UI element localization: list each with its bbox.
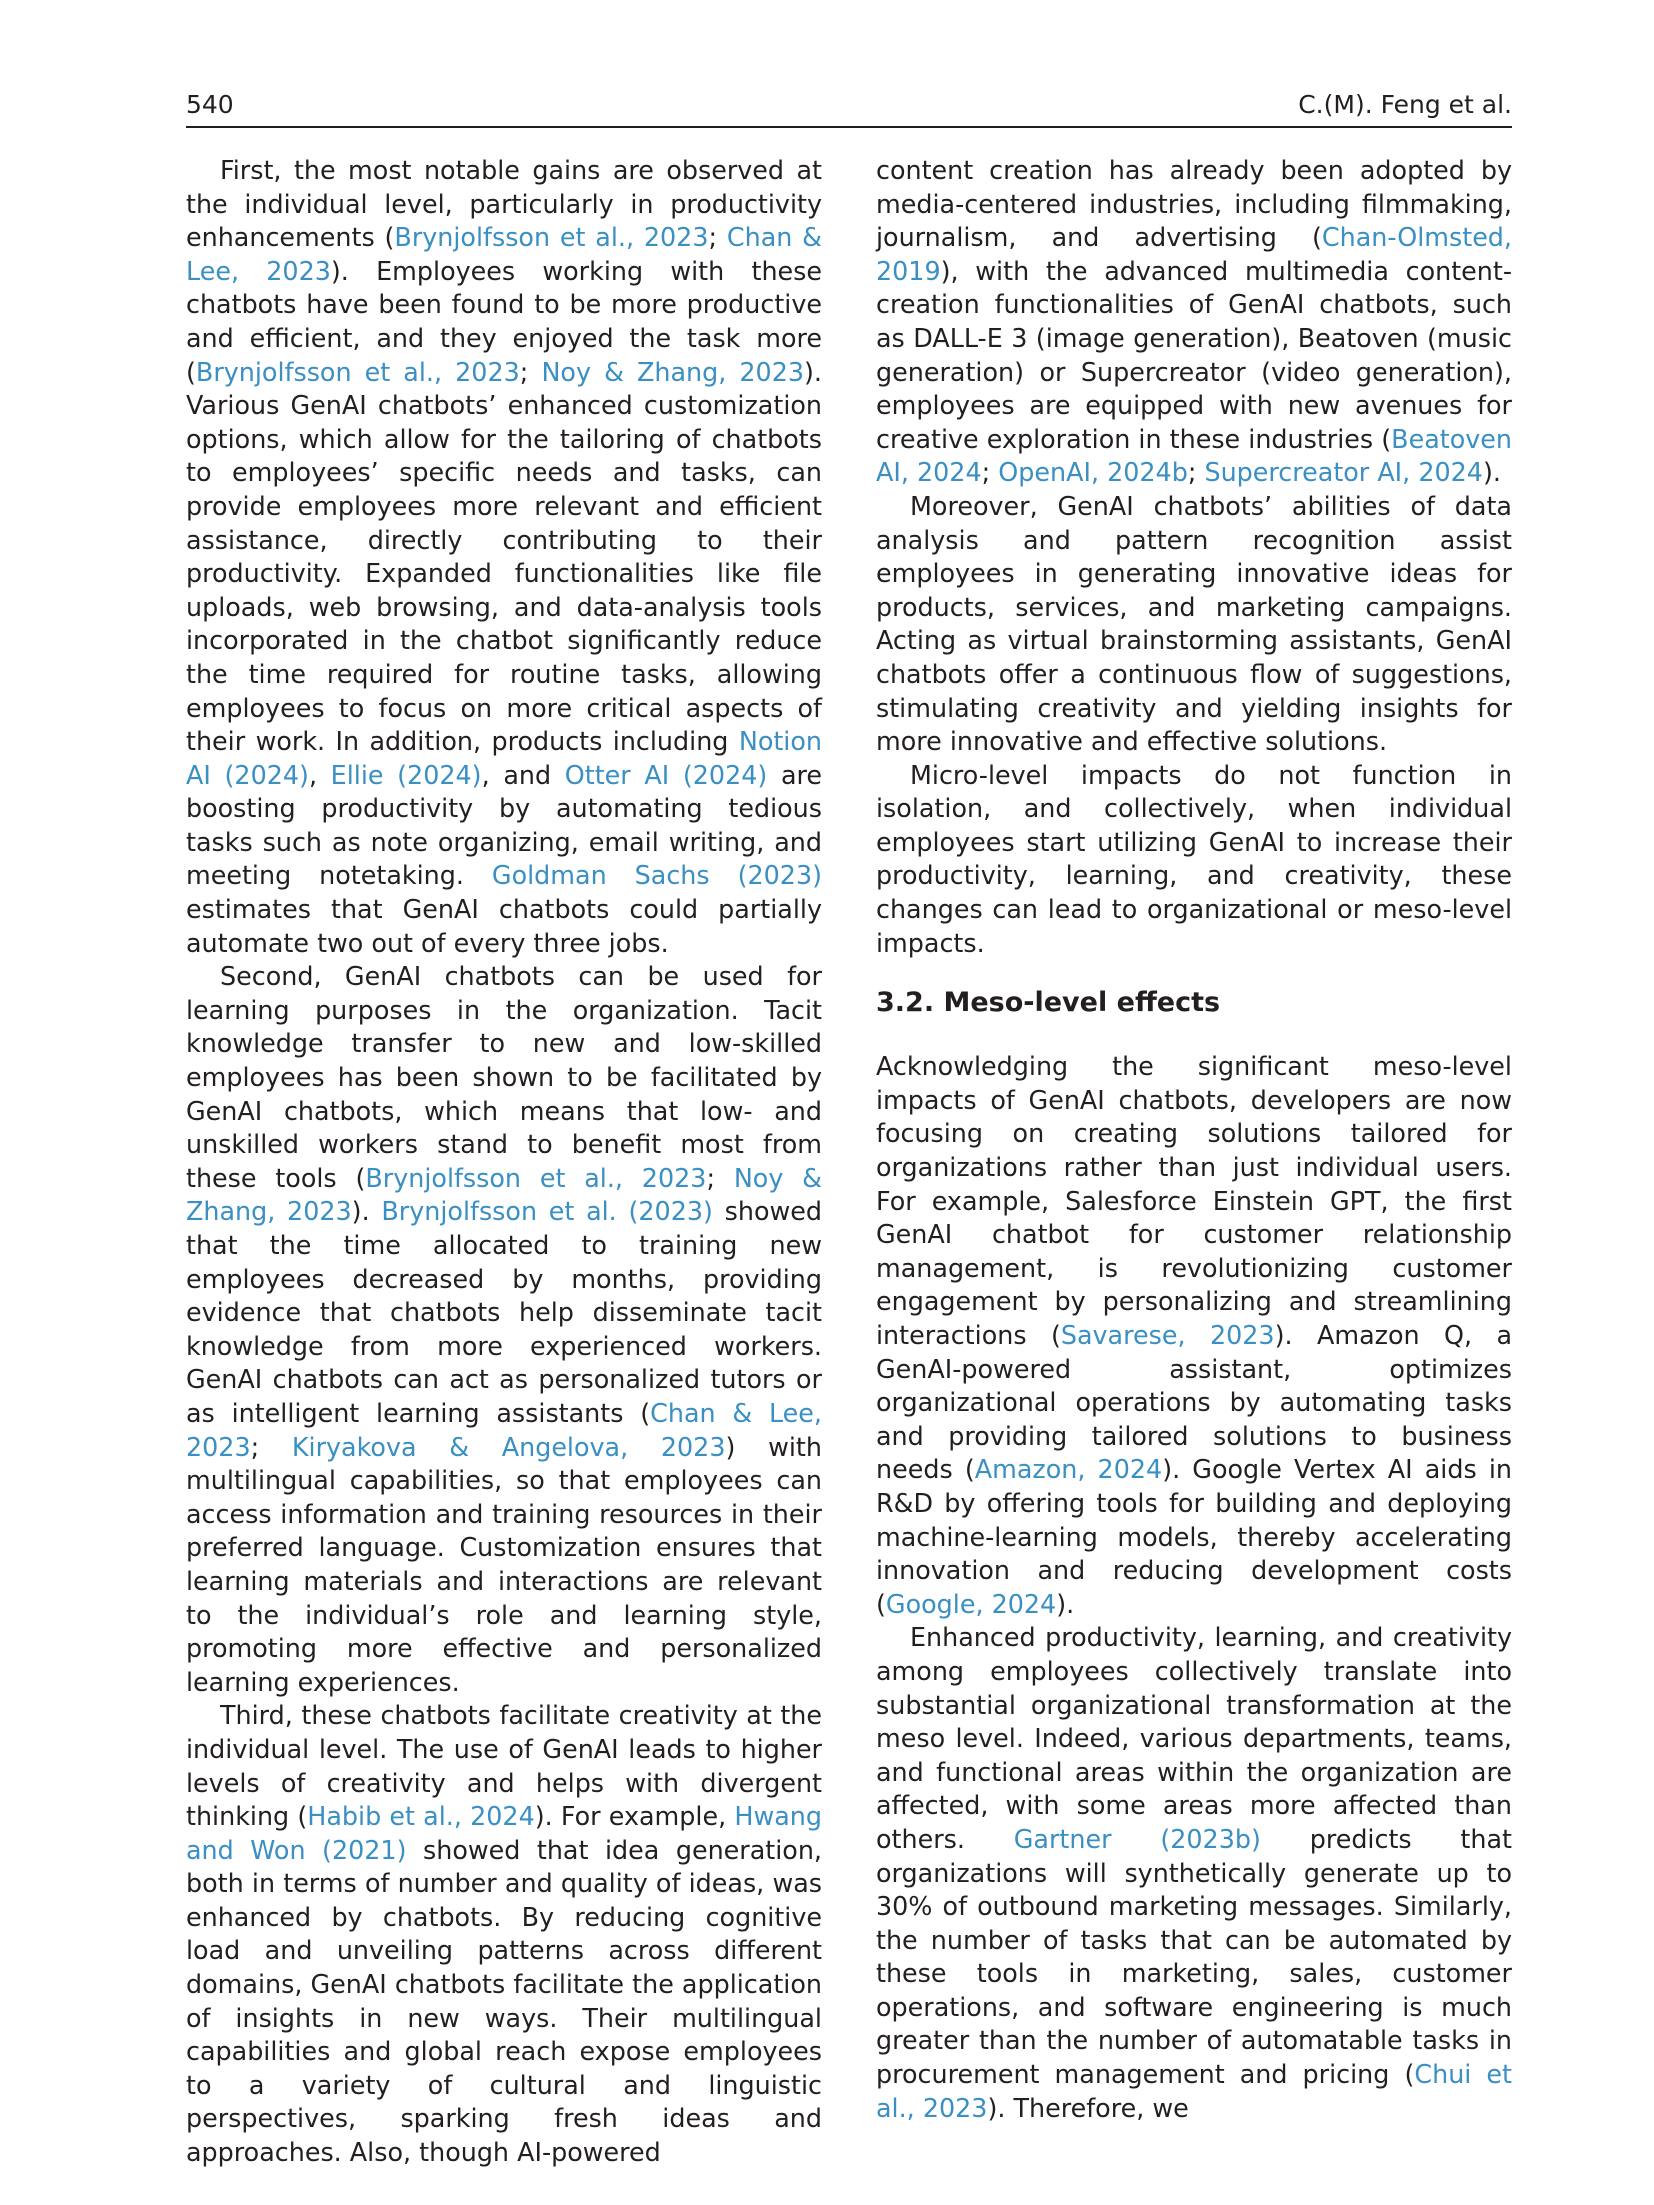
text-run: Third, these chatbots facilitate creativity at the individual level. The use of GenAI leads to higher levels of creativity and helps with divergent thinking (: [186, 1700, 822, 1832]
text-run: ,: [308, 759, 331, 790]
citation-link[interactable]: OpenAI, 2024b: [998, 457, 1188, 488]
citation-link[interactable]: Brynjolfsson et al., 2023: [195, 356, 520, 387]
text-run: , and: [481, 759, 565, 790]
text-run: ;: [708, 222, 727, 253]
citation-link[interactable]: Supercreator AI, 2024: [1204, 457, 1483, 488]
text-run: ).: [1056, 1588, 1075, 1619]
text-run: ;: [706, 1162, 734, 1193]
citation-link[interactable]: Notion AI (2024): [186, 726, 822, 790]
citation-link[interactable]: Chan-Olmsted, 2019: [876, 222, 1512, 286]
text-run: showed that the time allocated to training new employees decreased by months, providing evidence that chatbots help disseminate tacit knowledge from more experienced workers. GenAI chatbots can act as personalized tutors or as intelligent learning assistants (: [186, 1196, 822, 1428]
citation-link[interactable]: Ellie (2024): [330, 759, 482, 790]
text-run: ). Google Vertex AI aids in R&D by offering tools for building and deploying machine-learning models, thereby accelerating innovation and reducing development costs (: [876, 1454, 1512, 1619]
running-header: [186, 88, 1512, 128]
text-run: showed that idea generation, both in terms of number and quality of ideas, was enhanced by chatbots. By reducing cognitive load and unveiling patterns across different domains, GenAI chatbots facilitate the application of insights in new ways. Their multilingual capabilities and global reach expose employees to a variety of cultural and linguistic perspectives, sparking fresh ideas and approaches. Also, though AI-powered: [186, 1834, 822, 2168]
paragraph-creativity: [186, 1699, 822, 2169]
left-column: [186, 154, 822, 2170]
citation-link[interactable]: Goldman Sachs (2023): [491, 860, 823, 891]
citation-link[interactable]: Google, 2024: [885, 1588, 1057, 1619]
paragraph-content-creation: [876, 154, 1512, 490]
citation-link[interactable]: Otter AI (2024): [564, 759, 768, 790]
paragraph-micro-level: [876, 759, 1512, 961]
text-run: ).: [1482, 457, 1501, 488]
text-run: Acknowledging the significant meso-level impacts of GenAI chatbots, developers are now focusing on creating solutions tailored for organizations rather than just individual users. For example, Salesforce Einstein GPT, the first GenAI chatbot for customer relationship management, is revolutionizing customer engagement by personalizing and streamlining interactions (: [876, 1051, 1512, 1350]
text-run: are boosting productivity by automating tedious tasks such as note organizing, email writing, and meeting notetaking.: [186, 759, 823, 891]
citation-link[interactable]: Chan & Lee, 2023: [186, 1397, 822, 1462]
text-run: ).: [351, 1196, 382, 1227]
text-run: Second, GenAI chatbots can be used for learning purposes in the organization. Tacit knowledge transfer to new and low-skilled employees has been shown to be facilitated by GenAI chatbots, which means that low- and unskilled workers stand to benefit most from these tools (: [186, 961, 822, 1193]
text-run: ). Therefore, we: [987, 2092, 1189, 2123]
citation-link[interactable]: Brynjolfsson et al. (2023): [381, 1196, 713, 1227]
citation-link[interactable]: Gartner (2023b): [1013, 1823, 1261, 1854]
citation-link[interactable]: Chan & Lee, 2023: [186, 222, 822, 286]
citation-link[interactable]: Hwang and Won (2021): [186, 1801, 822, 1865]
citation-link[interactable]: Savarese, 2023: [1060, 1320, 1275, 1350]
text-run: content creation has already been adopted by media-centered industries, including filmmaking, journalism, and advertising (: [876, 155, 1512, 253]
text-run: ). For example,: [534, 1801, 735, 1832]
text-run: ;: [1187, 457, 1205, 488]
citation-link[interactable]: Amazon, 2024: [974, 1454, 1163, 1485]
paragraph-data-analysis: [876, 490, 1512, 759]
text-run: Micro-level impacts do not function in isolation, and collectively, when individual employees start utilizing GenAI to increase their productivity, learning, and creativity, these changes can lead to organizational or meso-level impacts.: [876, 759, 1512, 958]
text-run: ;: [981, 457, 999, 488]
citation-link[interactable]: Kiryakova & Angelova, 2023: [291, 1431, 726, 1462]
citation-link[interactable]: Brynjolfsson et al., 2023: [365, 1162, 707, 1193]
text-run: ;: [250, 1431, 292, 1462]
paragraph-organizational-transformation: [876, 1621, 1512, 2125]
text-run: ). Amazon Q, a GenAI-powered assistant, optimizes organizational operations by automating tasks and providing tailored solutions to business needs (: [876, 1320, 1513, 1485]
page-number: 540: [186, 90, 234, 119]
text-run: ). Various GenAI chatbots’ enhanced customization options, which allow for the tailoring of chatbots to employees’ specific needs and tasks, can provide employees more relevant and efficient assistance, directly contributing to their productivity. Expanded functionalities like file uploads, web browsing, and data-analysis tools incorporated in the chatbot significantly reduce the time required for routine tasks, allowing employees to focus on more critical aspects of their work. In addition, products including: [186, 356, 822, 757]
citation-link[interactable]: Chui et al., 2023: [876, 2059, 1512, 2123]
citation-link[interactable]: Noy & Zhang, 2023: [541, 356, 805, 387]
text-run: ;: [519, 356, 542, 387]
text-run: Enhanced productivity, learning, and creativity among employees collectively translate into substantial organizational transformation at the meso level. Indeed, various departments, teams, and functional areas within the organization are affected, with some areas more affected than others.: [876, 1622, 1512, 1854]
right-column: [876, 154, 1512, 2125]
citation-link[interactable]: Brynjolfsson et al., 2023: [394, 222, 709, 253]
text-run: ) with multilingual capabilities, so that employees can access information and training resources in their preferred language. Customization ensures that learning materials and interactions are relevant to the individual’s role and learning style, promoting more effective and personalized learning experiences.: [186, 1431, 822, 1697]
citation-link[interactable]: Noy & Zhang, 2023: [186, 1162, 822, 1227]
text-run: Moreover, GenAI chatbots’ abilities of data analysis and pattern recognition assist employees in generating innovative ideas for products, services, and marketing campaigns. Acting as virtual brainstorming assistants, GenAI chatbots offer a continuous flow of suggestions, stimulating creativity and yielding insights for more innovative and effective solutions.: [876, 490, 1512, 757]
paragraph-learning: [186, 960, 822, 1699]
section-heading: 3.2. Meso-level effects: [876, 987, 1221, 1019]
paragraph-productivity: [186, 154, 822, 960]
citation-link[interactable]: Beatoven AI, 2024: [876, 423, 1512, 488]
citation-link[interactable]: Habib et al., 2024: [307, 1801, 535, 1832]
paragraph-meso-level: [876, 1050, 1512, 1621]
text-run: ), with the advanced multimedia content-creation functionalities of GenAI chatbots, such as DALL-E 3 (image generation), Beatoven (music generation) or Supercreator (video generation), employees are equipped with new avenues for creative exploration in these industries (: [876, 255, 1512, 454]
text-run: estimates that GenAI chatbots could partially automate two out of every three jobs.: [186, 894, 822, 958]
text-run: predicts that organizations will synthetically generate up to 30% of outbound marketing messages. Similarly, the number of tasks that can be automated by these tools in marketing, sales, customer operations, and software engineering is much greater than the number of automatable tasks in procurement management and pricing (: [876, 1823, 1512, 2090]
text-run: First, the most notable gains are observed at the individual level, particularly in productivity enhancements (: [186, 155, 822, 253]
running-authors: C.(M). Feng et al.: [1298, 90, 1512, 119]
text-run: ). Employees working with these chatbots have been found to be more productive and efficient, and they enjoyed the task more (: [186, 255, 823, 387]
